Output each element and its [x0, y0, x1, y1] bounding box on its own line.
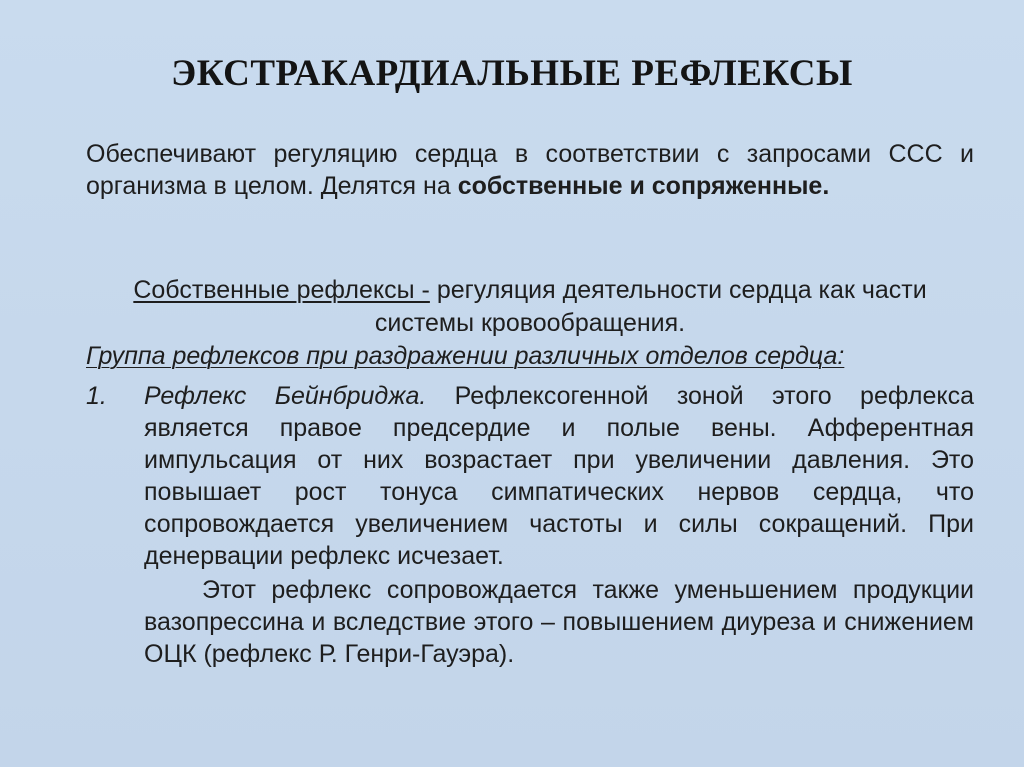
definition-term: Собственные рефлексы - — [133, 276, 430, 304]
intro-paragraph — [86, 138, 974, 202]
list-item-second-paragraph: Этот рефлекс сопровождается также уменьшением продукции вазопрессина и вследствие этого – повышением диуреза и снижением ОЦК (рефлекс Р. Генри-Гауэра). — [144, 576, 974, 668]
group-heading: Группа рефлексов при раздражении различных отделов сердца: — [86, 342, 845, 370]
definition-paragraph — [86, 274, 974, 340]
slide-title: ЭКСТРАКАРДИАЛЬНЫЕ РЕФЛЕКСЫ — [171, 53, 853, 94]
reflex-name: Рефлекс Бейнбриджа. — [144, 382, 427, 410]
list-item-number: 1. — [86, 382, 107, 410]
intro-text: Обеспечивают регуляцию сердца в соответствии с запросами ССС и организма в целом. Делятся на — [86, 140, 974, 200]
reflex-description: Рефлексогенной зоной этого рефлекса является правое предсердие и полые вены. Афферентная импульсация от них возрастает при увеличении давления. Это повышает рост тонуса симпатических нервов сердца, что сопровождается увеличением частоты и силы сокращений. При денервации рефлекс исчезает. — [144, 382, 974, 570]
definition-text: регуляция деятельности сердца как части системы кровообращения. — [374, 276, 927, 337]
list-item-body — [144, 380, 974, 572]
intro-bold-text: собственные и сопряженные. — [457, 172, 830, 200]
